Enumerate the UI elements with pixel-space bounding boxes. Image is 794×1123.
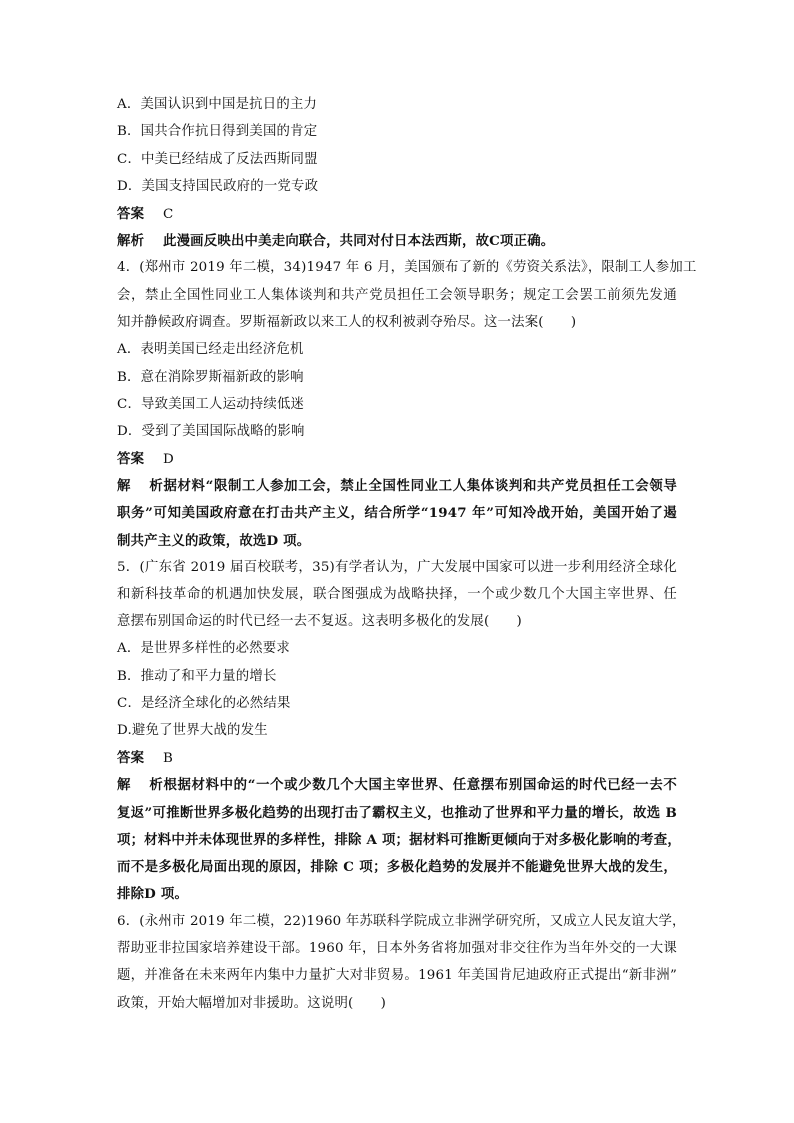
q3-option-d: D．美国支持国民政府的一党专政 <box>117 179 319 194</box>
q6-stem-line: 政策，开始大幅增加对非援助。这说明( ) <box>117 996 387 1011</box>
q5-analysis-line: 复返”可推断世界多极化趋势的出现打击了霸权主义，也推动了世界和平力量的增长，故选 B <box>117 805 677 821</box>
q4-option-b: B．意在消除罗斯福新政的影响 <box>117 370 304 385</box>
q4-answer-line <box>117 450 677 469</box>
q5-analysis-line: 排除D 项。 <box>117 886 189 902</box>
q5-analysis-line: 而不是多极化局面出现的原因，排除 C 项；多极化趋势的发展并不能避免世界大战的发生， <box>117 859 677 875</box>
q5-stem-line: 5．(广东省 2019 届百校联考，35)有学者认为，广大发展中国家可以进一步利用经济全球化 <box>117 560 677 575</box>
q5-option-c: C．是经济全球化的必然结果 <box>117 696 291 711</box>
q5-analysis-line: 项；材料中并未体现世界的多样性，排除 A 项；据材料可推断更倾向于对多极化影响的考查， <box>117 832 681 848</box>
q3-option-a: A．美国认识到中国是抗日的主力 <box>117 97 318 112</box>
q4-stem-line: 会，禁止全国性同业工人集体谈判和共产党员担任工会领导职务；规定工会罢工前须先发通 <box>117 288 677 303</box>
q3-answer-line <box>117 205 677 224</box>
answer-label: 答案 <box>117 750 145 766</box>
q5-stem-line: 意摆布别国命运的时代已经一去不复返。这表明多极化的发展( ) <box>117 614 522 629</box>
answer-value: D <box>163 452 174 467</box>
analysis-text: 此漫画反映出中美走向联合，共同对付日本法西斯，故C项正确。 <box>163 233 555 249</box>
q3-option-b: B．国共合作抗日得到美国的肯定 <box>117 124 318 139</box>
q6-stem-line: 帮助亚非拉国家培养建设干部。1960 年，日本外务省将加强对非交往作为当年外交的一大课 <box>117 941 677 956</box>
q5-stem-line: 和新科技革命的机遇加快发展，联合图强成为战略抉择，一个或少数几个大国主宰世界、任 <box>117 587 677 602</box>
analysis-label: 解析 <box>117 233 145 249</box>
q5-analysis-line <box>117 776 677 794</box>
analysis-text: 据材料“限制工人参加工会，禁止全国性同业工人集体谈判和共产党员担任工会领导 <box>163 478 677 494</box>
answer-label: 答案 <box>117 206 145 222</box>
q3-option-c: C．中美已经结成了反法西斯同盟 <box>117 152 318 167</box>
answer-value: B <box>163 751 174 766</box>
q5-answer-line <box>117 749 677 768</box>
q4-option-a: A．表明美国已经走出经济危机 <box>117 342 304 357</box>
q5-option-d: D.避免了世界大战的发生 <box>117 723 268 738</box>
q4-stem-line: 4．(郑州市 2019 年二模，34)1947 年 6 月，美国颁布了新的《劳资关系法》，限制工人参加工 <box>117 260 697 275</box>
q4-option-d: D．受到了美国国际战略的影响 <box>117 424 305 439</box>
q3-analysis-line <box>117 232 677 251</box>
q5-option-a: A．是世界多样性的必然要求 <box>117 641 290 656</box>
q4-analysis-line: 职务”可知美国政府意在打击共产主义，结合所学“1947 年”可知冷战开始，美国开始了遏 <box>117 505 677 521</box>
answer-label: 答案 <box>117 451 145 467</box>
q6-stem-line: 6．(永州市 2019 年二模，22)1960 年苏联科学院成立非洲学研究所，又成立人民友谊大学， <box>117 914 686 929</box>
analysis-label: 解析 <box>117 478 163 494</box>
answer-value: C <box>163 207 174 222</box>
q5-option-b: B．推动了和平力量的增长 <box>117 669 277 684</box>
q4-stem-line: 知并静候政府调查。罗斯福新政以来工人的权利被剥夺殆尽。这一法案( ) <box>117 315 577 330</box>
q4-analysis-line <box>117 477 677 495</box>
q4-option-c: C．导致美国工人运动持续低迷 <box>117 397 305 412</box>
q6-stem-line: 题，并准备在未来两年内集中力量扩大对非贸易。1961 年美国肯尼迪政府正式提出“新非洲” <box>117 968 677 983</box>
q4-analysis-line: 制共产主义的政策，故选D 项。 <box>117 533 311 549</box>
analysis-text: 根据材料中的“一个或少数几个大国主宰世界、任意摆布别国命运的时代已经一去不 <box>163 777 677 793</box>
analysis-label: 解析 <box>117 777 163 793</box>
